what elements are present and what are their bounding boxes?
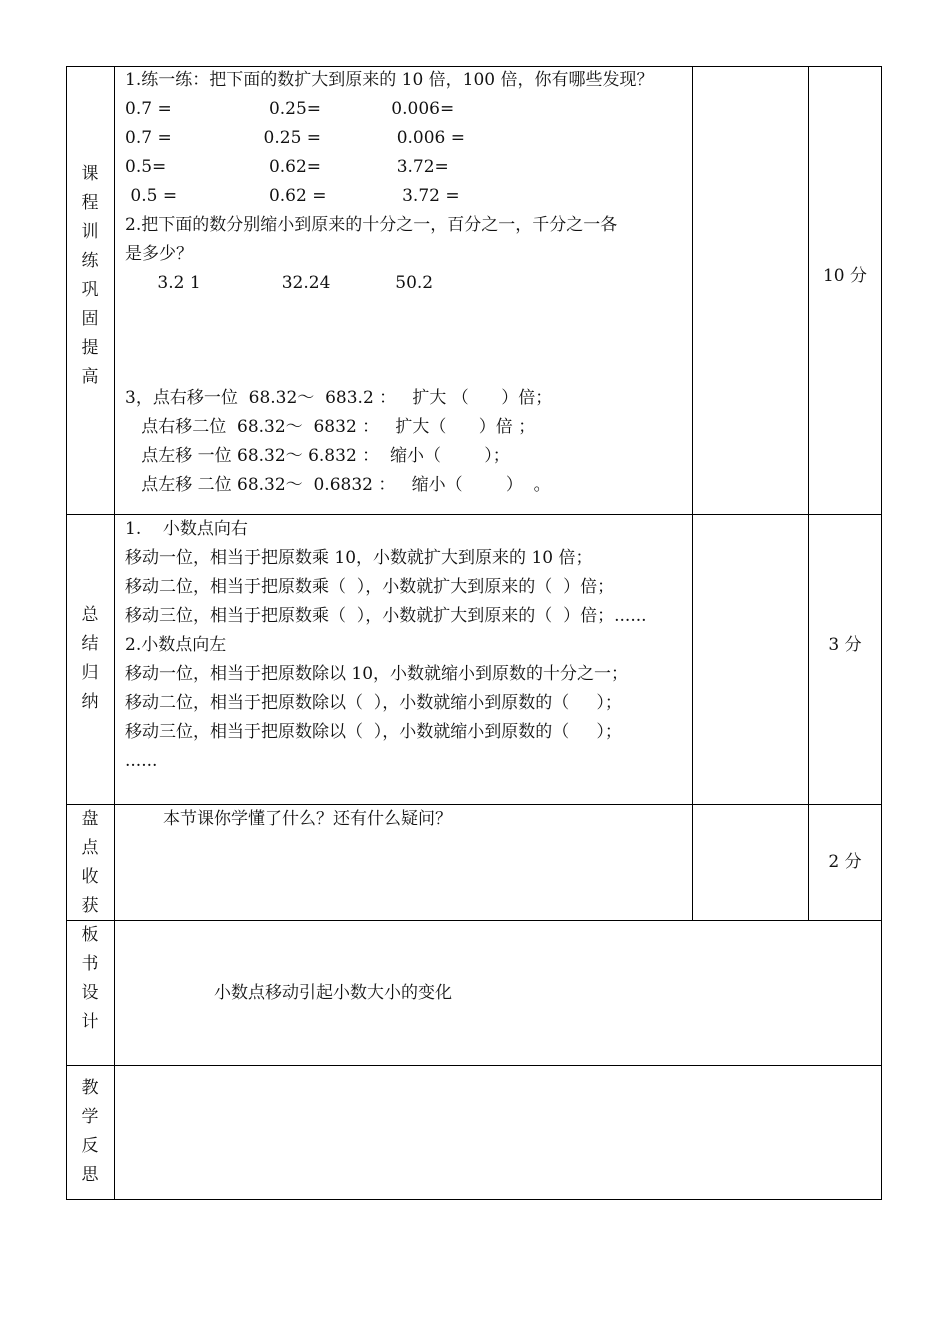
practice-line: 是多少？	[125, 244, 193, 264]
practice-line: 3，点右移一位 68.32～ 683.2 ： 扩大 （ ）倍；	[125, 388, 553, 408]
summary-line: 移动三位，相当于把原数除以（ ），小数就缩小到原数的（ ）；	[125, 722, 622, 742]
summary-points: 3 分	[828, 635, 862, 655]
practice-line: 3.2 1 32.24 50.2	[125, 273, 434, 293]
board-text: 小数点移动引起小数大小的变化	[214, 983, 452, 1003]
harvest-points: 2 分	[828, 852, 862, 872]
summary-line: 移动三位，相当于把原数乘（ ），小数就扩大到原来的（ ）倍；......	[125, 606, 647, 626]
practice-line: 0.7 = 0.25 = 0.006 =	[125, 128, 466, 148]
practice-line: 0.5= 0.62= 3.72=	[125, 157, 449, 177]
board-label: 板 书 设 计	[81, 925, 99, 1032]
practice-line: 1.练一练：把下面的数扩大到原来的 10 倍，100 倍，你有哪些发现？	[125, 70, 654, 90]
practice-points: 10 分	[822, 266, 868, 286]
practice-line: 点左移 二位 68.32～ 0.6832 ： 缩小（ ） 。	[125, 475, 551, 495]
harvest-question: 本节课你学懂了什么？还有什么疑问？	[163, 809, 452, 829]
practice-line: 点左移 一位 68.32～ 6.832 ： 缩小（ ）；	[125, 446, 510, 466]
summary-line: 1. 小数点向右	[125, 519, 248, 539]
summary-line: ......	[125, 751, 158, 771]
summary-line: 2.小数点向左	[125, 635, 227, 655]
summary-line: 移动一位，相当于把原数乘 10，小数就扩大到原来的 10 倍；	[125, 548, 593, 568]
reflection-label: 教 学 反 思	[81, 1078, 99, 1185]
summary-line: 移动二位，相当于把原数除以（ ），小数就缩小到原数的（ ）；	[125, 693, 622, 713]
practice-line: 点右移二位 68.32～ 6832 ： 扩大（ ）倍 ；	[125, 417, 536, 437]
summary-label: 总 结 归 纳	[81, 605, 99, 712]
practice-line: 2.把下面的数分别缩小到原来的十分之一，百分之一，千分之一各	[125, 215, 618, 235]
practice-label: 课 程 训 练 巩 固 提 高	[81, 164, 99, 387]
harvest-label: 盘 点 收 获	[81, 809, 99, 916]
lesson-plan-table	[66, 66, 882, 1200]
summary-line: 移动二位，相当于把原数乘（ ），小数就扩大到原来的（ ）倍；	[125, 577, 615, 597]
practice-line: 0.5 = 0.62 = 3.72 =	[125, 186, 460, 206]
summary-line: 移动一位，相当于把原数除以 10，小数就缩小到原数的十分之一；	[125, 664, 629, 684]
practice-line: 0.7 = 0.25= 0.006=	[125, 99, 455, 119]
